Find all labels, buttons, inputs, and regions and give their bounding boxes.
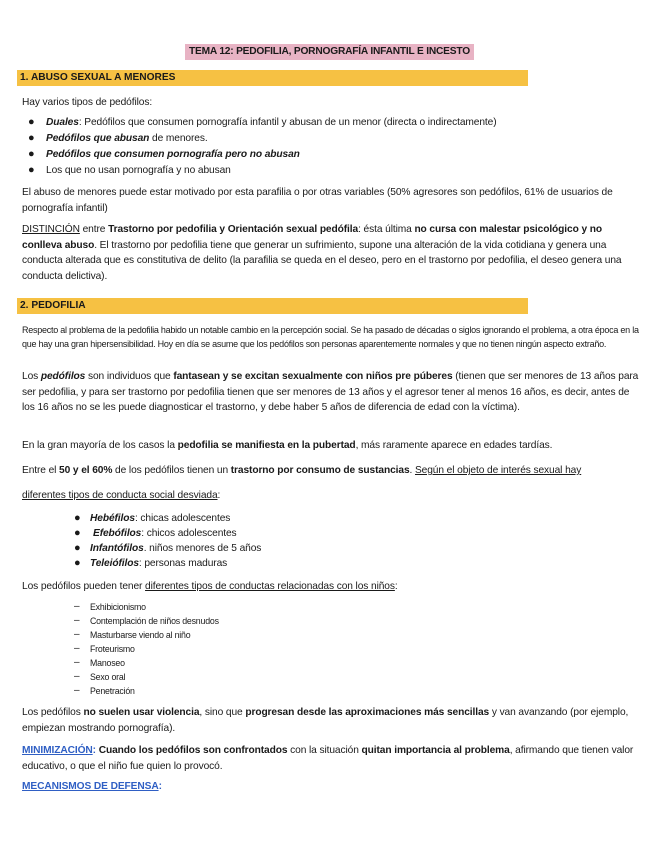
list-item: Hebéfilos: chicas adolescentes (90, 513, 231, 524)
dash-icon: – (74, 671, 80, 682)
dash-icon: – (74, 643, 80, 654)
intro-paragraph: Hay varios tipos de pedófilos: (22, 97, 153, 108)
list-item: Masturbarse viendo al niño (90, 630, 191, 640)
bullet-icon: ● (74, 557, 81, 569)
substance-paragraph: Entre el 50 y el 60% de los pedófilos tienen un trastorno por consumo de sustancias. Según el objeto de interés sexual hay (22, 465, 582, 476)
bullet-icon: ● (28, 148, 35, 160)
list-item: Contemplación de niños desnudos (90, 616, 219, 626)
intro-paragraph: Respecto al problema de la pedofilia habido un notable cambio en la percepción social. Se ha pasado de décadas o siglos ignorando el problema, a otra época en la que hay una gran hipersensibilidad. Hoy en día se asume que los pedófilos son personas aparentemente normales y que no tienen ningún aspecto extraño. (22, 325, 639, 349)
minimization-paragraph: MINIMIZACIÓN: Cuando los pedófilos son confrontados con la situación quitan importancia al problema, afirmando que tienen valor educativo, o que el niño fue quien lo provocó. (22, 745, 634, 772)
list-item: Duales: Pedófilos que consumen pornografía infantil y abusan de un menor (directa o indirectamente) (46, 117, 497, 128)
bullet-icon: ● (28, 164, 35, 176)
violence-paragraph: Los pedófilos no suelen usar violencia, sino que progresan desde las aproximaciones más sencillas y van avanzando (por ejemplo, empiezan mostrando pornografía). (22, 707, 629, 734)
dash-icon: – (74, 657, 80, 668)
list-item: Exhibicionismo (90, 602, 146, 612)
motivation-paragraph: El abuso de menores puede estar motivado por esta parafilia o por otras variables (50% agresores son pedófilos, 61% de usuarios de pornografía infantil) (22, 187, 613, 214)
list-item: Pedófilos que abusan de menores. (46, 133, 208, 144)
bullet-icon: ● (28, 132, 35, 144)
dash-icon: – (74, 615, 80, 626)
list-item: Pedófilos que consumen pornografía pero no abusan (46, 149, 300, 160)
page-title: TEMA 12: PEDOFILIA, PORNOGRAFÍA INFANTIL E INCESTO (185, 44, 474, 60)
puberty-paragraph: En la gran mayoría de los casos la pedofilia se manifiesta en la pubertad, más raramente aparece en edades tardías. (22, 440, 553, 451)
list-item: Sexo oral (90, 672, 126, 682)
substance-paragraph-cont: diferentes tipos de conducta social desviada: (22, 490, 221, 501)
definition-paragraph: Los pedófilos son individuos que fantasean y se excitan sexualmente con niños pre púberes (tienen que ser menores de 13 años para ser pedofilia, y para ser trastorno por pedofilia tienen que ser menores de 13 años y el agresor tener al menos 16 años, es decir, antes de los 16 años no se les puede diagnosticar el trastorno, y debe haber 5 años de diferencia de edad con la víctima). (22, 371, 639, 413)
bullet-icon: ● (74, 512, 81, 524)
bullet-icon: ● (74, 542, 81, 554)
distinction-paragraph: DISTINCIÓN entre Trastorno por pedofilia y Orientación sexual pedófila: ésta última no cursa con malestar psicológico y no conlleva abuso. El trastorno por pedofilia tiene que generar un sufrimiento, supone una alteración de la vida cotidiana y genera una conducta alterada que es constitutiva de delito (la parafilia se queda en el deseo, pero en el trastorno por pedofilia, el deseo genera una conducta delictiva). (22, 224, 622, 282)
bullet-icon: ● (74, 527, 81, 539)
bullet-icon: ● (28, 116, 35, 128)
list-item: Los que no usan pornografía y no abusan (46, 165, 231, 176)
list-item: Froteurismo (90, 644, 135, 654)
list-item: Penetración (90, 686, 135, 696)
dash-icon: – (74, 629, 80, 640)
section-heading-pedofilia: 2. PEDOFILIA (17, 298, 528, 314)
list-item: Infantófilos. niños menores de 5 años (90, 543, 262, 554)
dash-icon: – (74, 685, 80, 696)
defense-mechanisms-heading: MECANISMOS DE DEFENSA: (22, 781, 162, 792)
section-heading-abuso: 1. ABUSO SEXUAL A MENORES (17, 70, 528, 86)
dash-icon: – (74, 601, 80, 612)
list-item: Efebófilos: chicos adolescentes (93, 528, 237, 539)
list-item: Manoseo (90, 658, 125, 668)
list-item: Teleiófilos: personas maduras (90, 558, 228, 569)
behaviors-intro: Los pedófilos pueden tener diferentes tipos de conductas relacionadas con los niños: (22, 581, 398, 592)
